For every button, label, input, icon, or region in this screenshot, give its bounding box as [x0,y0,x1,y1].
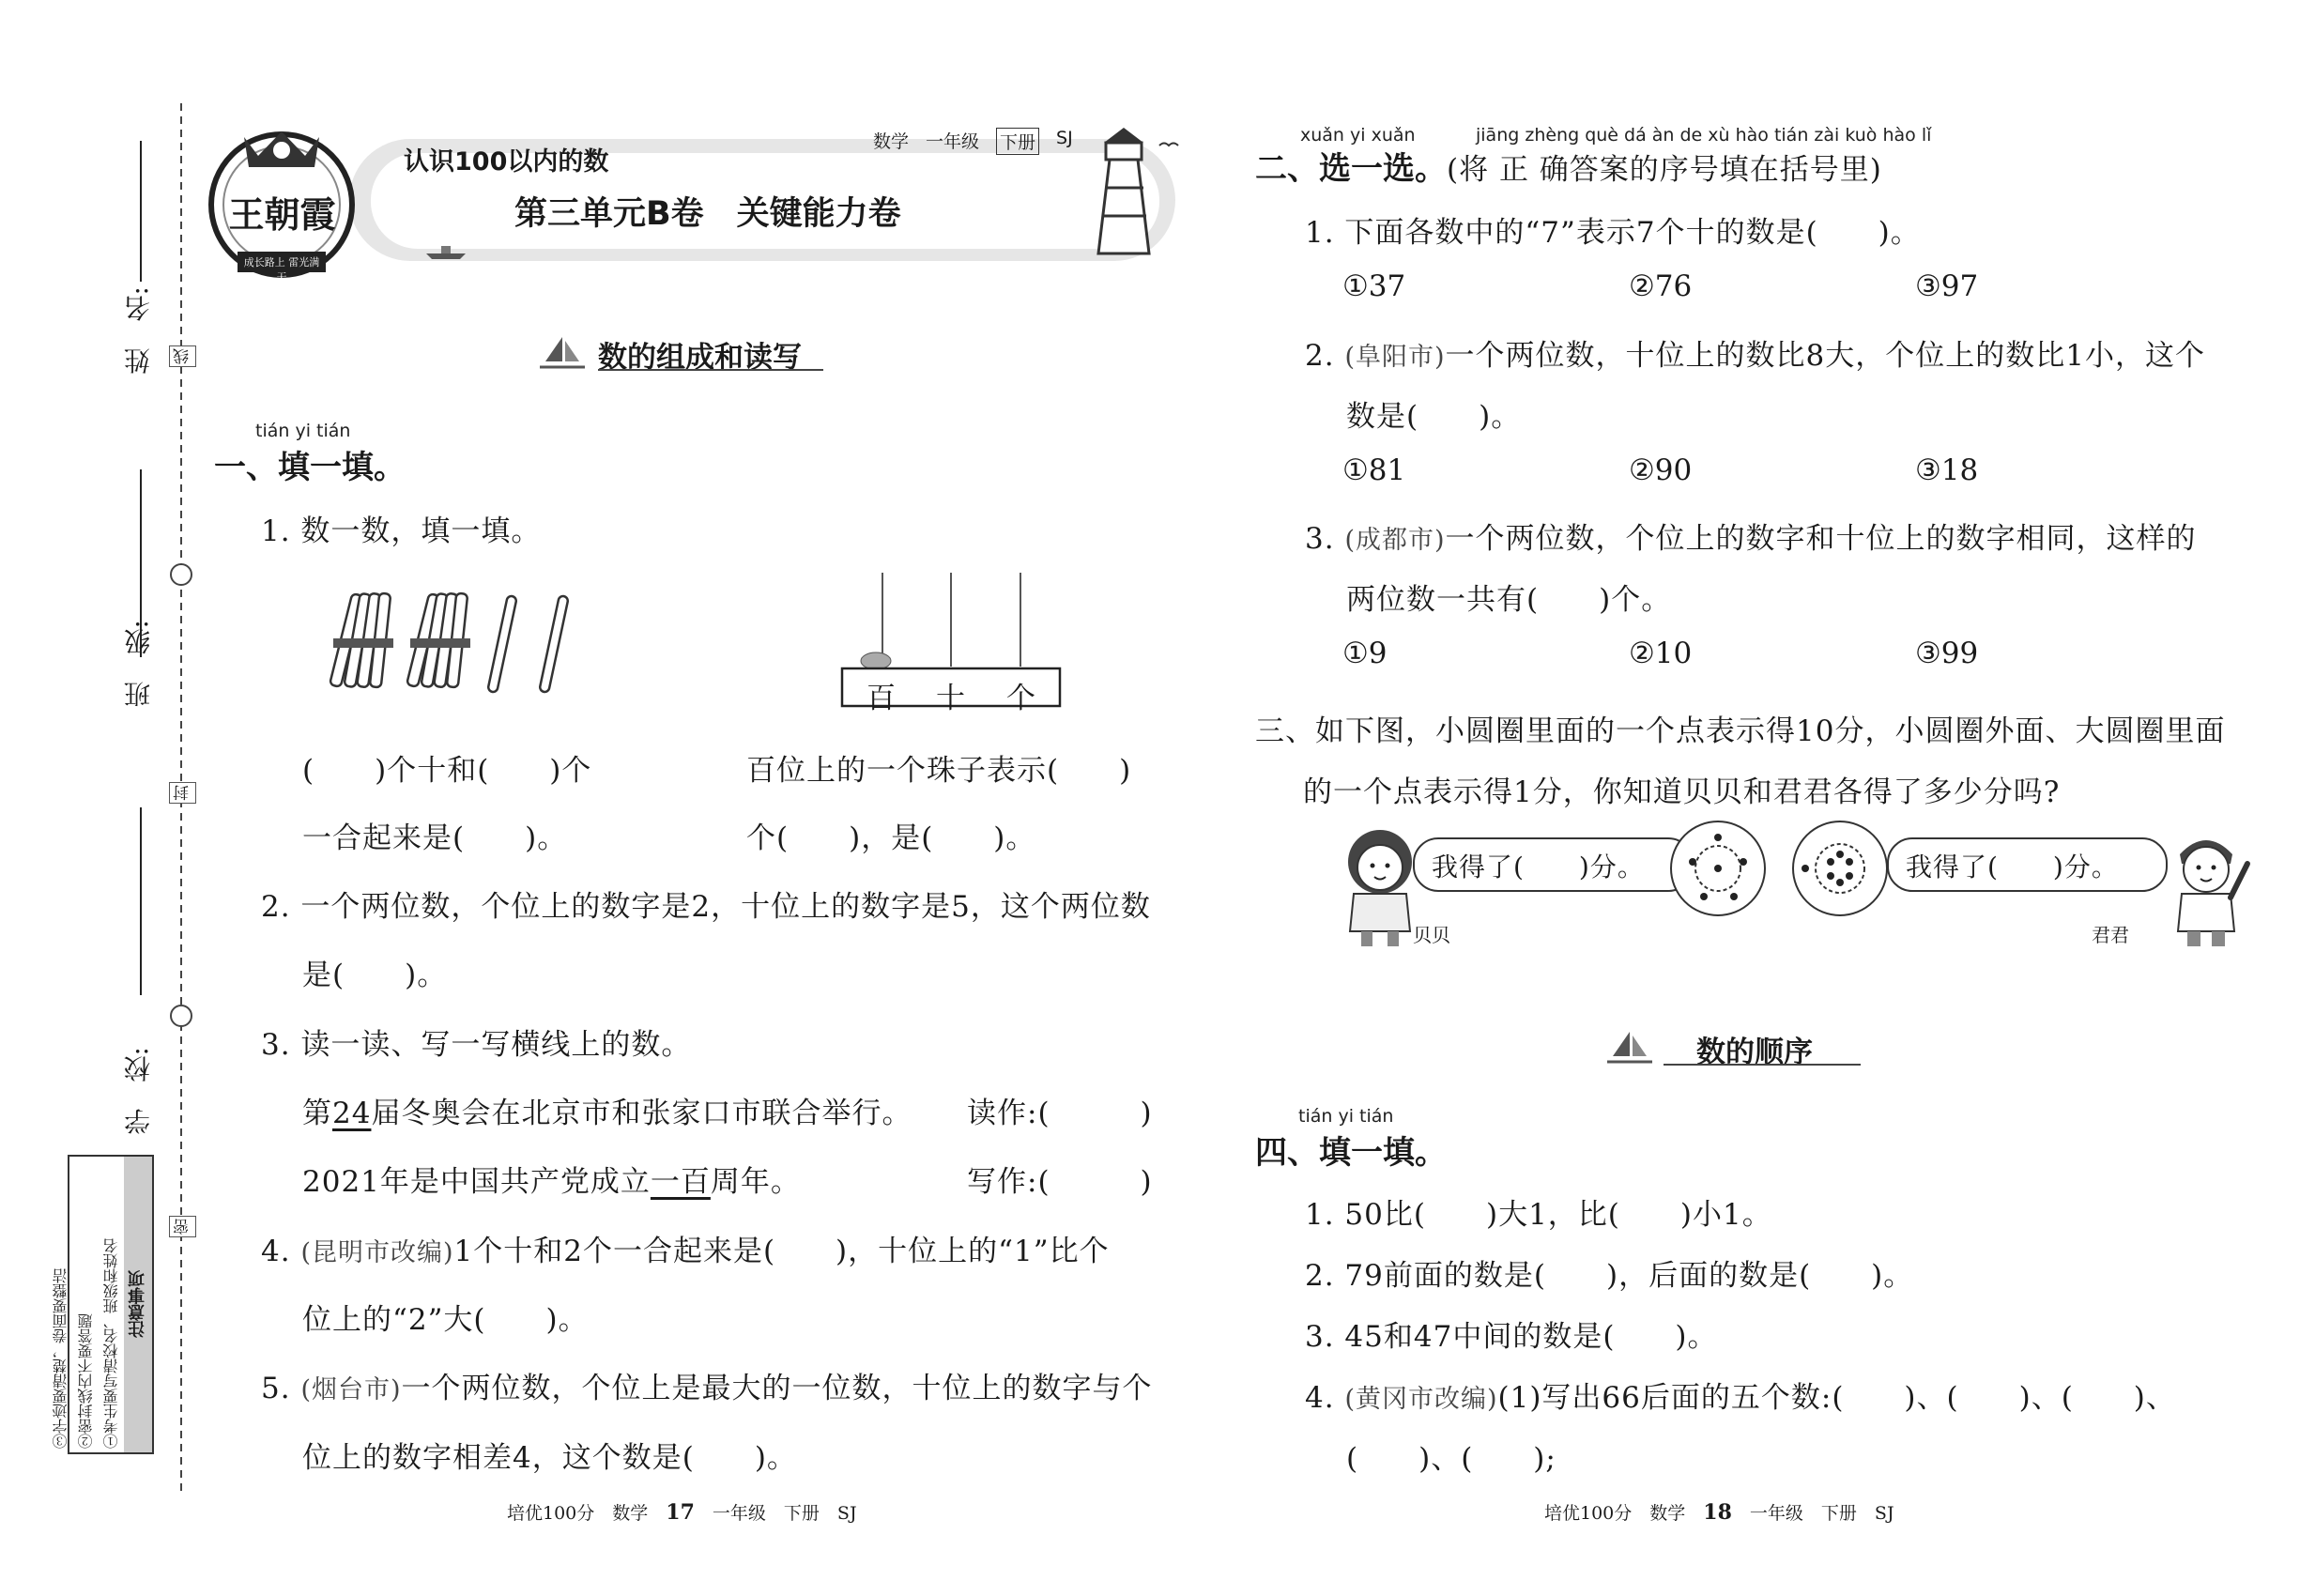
meta-subject: 数学 [873,131,910,152]
boat-icon [422,242,469,261]
p4-q4-source: (黄冈市改编) [1344,1385,1498,1414]
meta-volume: 下册 [996,128,1039,155]
p2-q2-opt1: ①81 [1342,453,1406,487]
q1b-line1: 百位上的一个珠子表示( ) [746,754,1132,788]
p2-q2-line2: 数是( )。 [1346,400,1522,434]
score-circle-beibei [1666,817,1770,920]
sailboat-icon [1607,1028,1652,1066]
part4-heading: 四、填一填。 [1255,1134,1447,1172]
q3-s2-post: 周年。 [710,1165,801,1199]
q3-s1-post: 届冬奥会在北京市和张家口市联合举行。 [371,1097,912,1130]
q3-s1-pre: 第 [302,1097,332,1130]
p2-q3-line1: 3. (成都市)一个两位数，个位上的数字和十位上的数字相同，这样的 [1305,522,2197,556]
notes-title: 注意事项 [124,1157,152,1452]
footer-left-post: 一年级 下册 SJ [712,1503,857,1524]
abacus-label-hundreds: 百 [866,682,897,715]
q4-line2: 位上的“2”大( )。 [302,1303,589,1337]
footer-left-pre: 培优100分 数学 [507,1503,649,1524]
score-circle-junjun [1788,817,1892,920]
bubble-right-text: 我得了( )分。 [1906,852,2119,882]
p2-q1-opt1: ①37 [1342,269,1406,303]
section-title-box [540,333,850,375]
footer-right-post: 一年级 下册 SJ [1749,1503,1894,1524]
p2-q1-opt3: ③97 [1915,269,1979,303]
p4-q4-line1: 4. (黄冈市改编)(1)写出66后面的五个数:( )、( )、( )、 [1305,1381,2176,1415]
class-label: 班 级: [123,620,154,708]
p2-q3-text: 一个两位数，个位上的数字和十位上的数字相同，这样的 [1445,522,2197,556]
q3-sentence1 [302,1089,912,1131]
sailboat-icon [540,333,585,371]
header-meta [873,128,1073,155]
part1-heading: 一、填一填。 [214,449,406,486]
q3-sentence2 [302,1158,801,1200]
section-underline-2 [1664,1064,1861,1066]
note-3: ③字迹要清楚，卷面要整洁 [52,1268,69,1449]
part3-line1: 三、如下图，小圆圈里面的一个点表示得10分，小圆圈外面、大圆圈里面 [1255,714,2226,748]
p2-q1: 1. 下面各数中的“7”表示7个十的数是( )。 [1305,216,1921,250]
footer-right [1544,1499,1894,1525]
page-number-right: 18 [1703,1500,1732,1525]
page-number-left: 17 [666,1500,695,1525]
q2-line2: 是( )。 [302,959,448,992]
abacus-label-ones: 个 [1006,682,1036,715]
name-beibei: 贝贝 [1413,924,1450,946]
q4-text: 1个十和2个一合起来是( )，十位上的“1”比个 [453,1235,1110,1268]
p4-q1: 1. 50比( )大1，比( )小1。 [1305,1198,1772,1232]
part2-heading-row [1255,143,1882,189]
meta-grade: 一年级 [926,131,980,152]
p2-q3-line2: 两位数一共有( )个。 [1346,583,1672,617]
section-title: 数的组成和读写 [598,341,802,375]
p4-q4-line2: ( )、( ); [1346,1442,1556,1476]
note-1: ①考生要写清校名、班级和姓名 [102,1238,120,1449]
school-label: 学 校: [123,1047,154,1135]
boy-junjun-icon [2159,826,2253,948]
lighthouse-icon [1070,122,1183,263]
name-junjun: 君君 [2092,924,2129,946]
topic: 认识100以内的数 [404,147,609,176]
cut-mark-1: 线 [169,345,196,367]
q3-title: 3. 读一读、写一写横线上的数。 [261,1028,692,1062]
q1-title: 1. 数一数，填一填。 [261,514,542,548]
q3-s2-answer: 写作:( ) [967,1165,1153,1199]
part3-line2: 的一个点表示得1分，你知道贝贝和君君各得了多少分吗? [1303,775,2061,809]
stick-bundles-icon [324,590,587,702]
q1a-line1: ( )个十和( )个 [302,754,592,788]
brand-name: 王朝霞 [228,193,336,236]
p2-q3-opt1: ①9 [1342,637,1388,670]
q2-line1: 2. 一个两位数，个位上的数字是2，十位上的数字是5，这个两位数 [261,890,1151,924]
cut-mark-2: 封 [169,782,196,804]
p4-q4-text: (1)写出66后面的五个数:( )、( )、( )、 [1497,1381,2176,1415]
footer-left [507,1499,857,1525]
p2-q2-line1: 2. (阜阳市)一个两位数，十位上的数比8大，个位上的数比1小，这个 [1305,339,2205,373]
cut-mark-3: 密 [169,1216,196,1237]
q3-s2-pre: 2021年是中国共产党成立 [302,1165,651,1199]
section-title-2: 数的顺序 [1696,1036,1813,1069]
page-title: 第三单元B卷 关键能力卷 [514,195,901,233]
abacus-label-tens: 十 [936,682,966,715]
p2-q3-source: (成都市) [1344,526,1446,555]
q3-s1-answer: 读作:( ) [967,1097,1153,1130]
notes-box [52,1155,154,1454]
p2-q3-opt2: ②10 [1629,637,1693,670]
p2-q2-opt3: ③18 [1915,453,1979,487]
meta-edition: SJ [1056,128,1073,148]
section-title-box-2 [1607,1028,1870,1069]
p2-q2-source: (阜阳市) [1344,343,1446,372]
p2-q2-opt2: ②90 [1629,453,1693,487]
part1-pinyin: tián yi tián [255,421,351,441]
q4-source: (昆明市改编) [300,1238,454,1267]
p2-q3-opt3: ③99 [1915,637,1979,670]
bubble-left-text: 我得了( )分。 [1432,852,1645,882]
part2-pinyin-b: jiāng zhèng què dá àn de xù hào tián zài kuò hào lǐ [1476,125,1932,146]
q4-line1: 4. (昆明市改编)1个十和2个一合起来是( )，十位上的“1”比个 [261,1235,1110,1268]
p2-q1-opt2: ②76 [1629,269,1693,303]
note-2: ②密封线内不要答题 [77,1313,95,1449]
part2-heading: 二、选一选。 [1255,150,1447,188]
part4-pinyin: tián yi tián [1298,1106,1394,1127]
q3-s2-number: 一百 [650,1165,711,1199]
footer-right-pre: 培优100分 数学 [1544,1503,1686,1524]
p4-q2: 2. 79前面的数是( )，后面的数是( )。 [1305,1259,1914,1293]
q3-s1-number: 24 [332,1097,372,1130]
brand-slogan: 成长路上 雷光满天 [243,256,320,284]
name-label: 姓 名: [123,286,154,375]
part2-heading-note: (将 正 确答案的序号填在括号里) [1447,153,1882,187]
p2-q2-text: 一个两位数，十位上的数比8大，个位上的数比1小，这个 [1445,339,2205,373]
q5-text: 一个两位数，个位上是最大的一位数，十位上的数字与个 [401,1372,1153,1405]
p4-q3: 3. 45和47中间的数是( )。 [1305,1320,1718,1354]
q1a-line2: 一合起来是( )。 [302,821,568,855]
q1b-line2: 个( )，是( )。 [746,821,1036,855]
q5-line2: 位上的数字相差4，这个数是( )。 [302,1441,797,1475]
section-underline [598,369,823,371]
part2-pinyin-a: xuǎn yi xuǎn [1300,125,1416,146]
q5-source: (烟台市) [300,1375,402,1404]
q5-line1: 5. (烟台市)一个两位数，个位上是最大的一位数，十位上的数字与个 [261,1372,1153,1405]
